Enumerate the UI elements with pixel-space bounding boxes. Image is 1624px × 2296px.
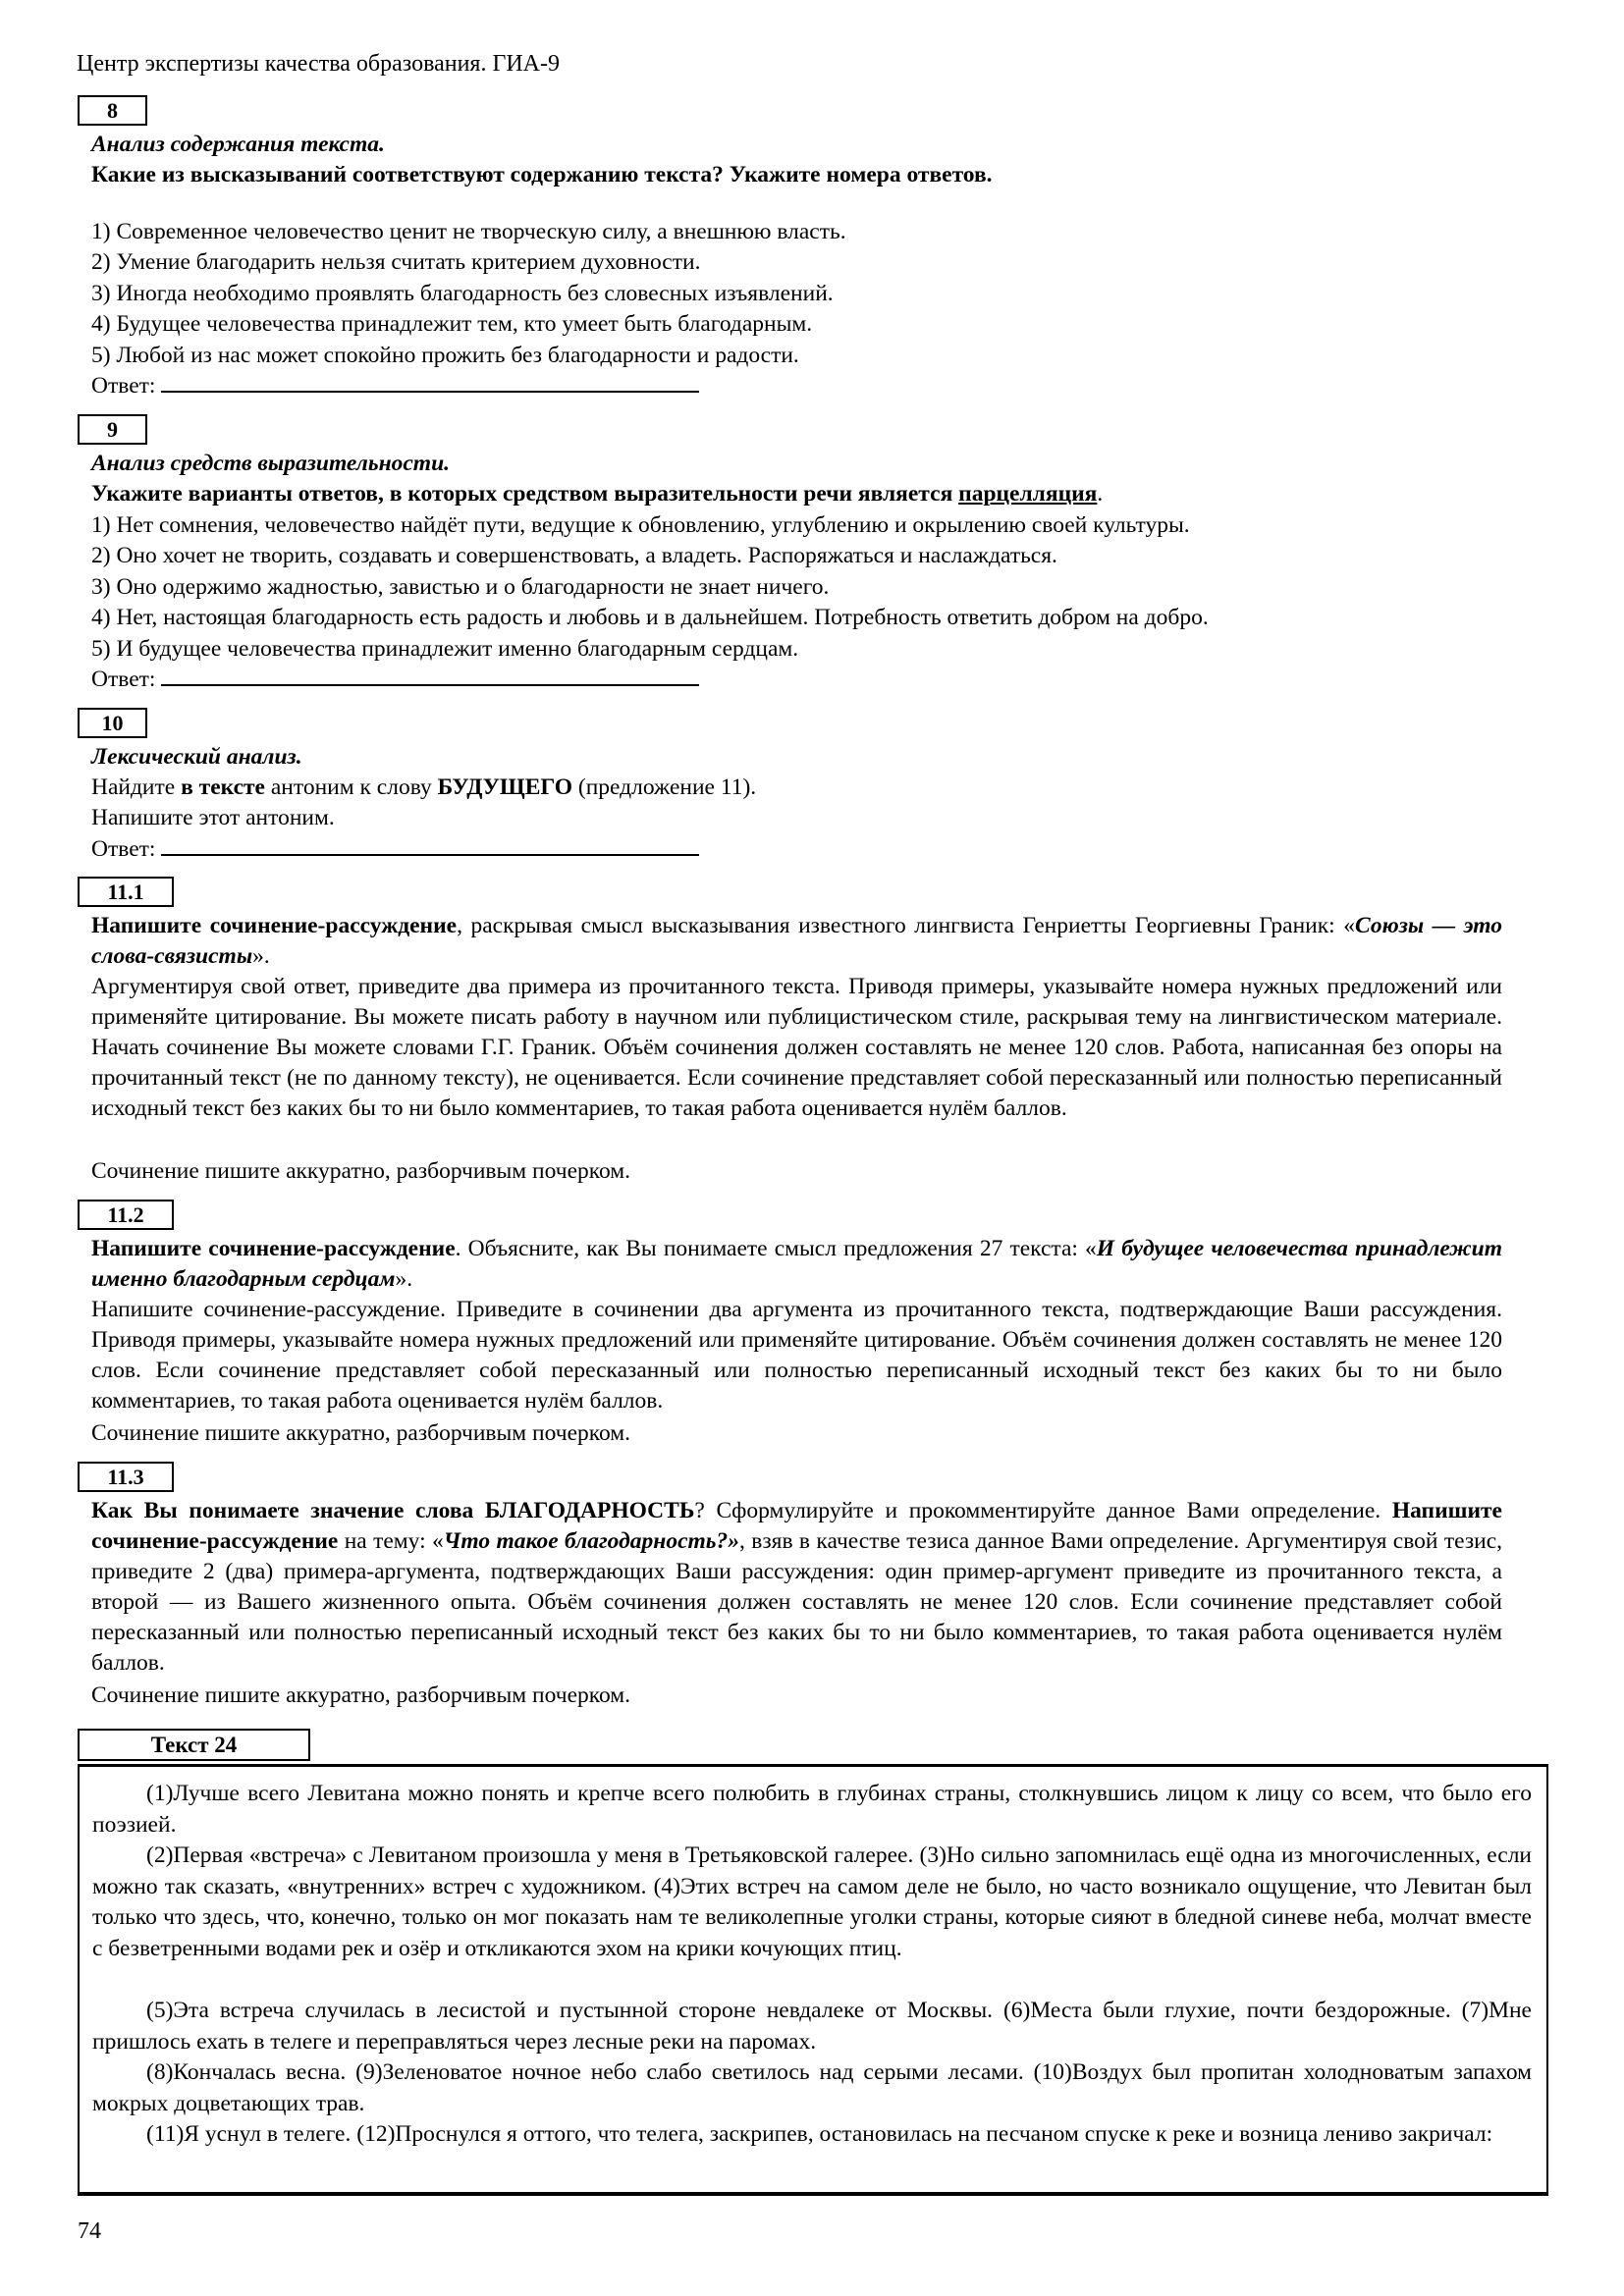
question-number-8: 8: [78, 95, 147, 126]
q11-3-task: [91, 1496, 1502, 1679]
page-number: 74: [78, 2218, 101, 2244]
q10-bold-word: БУДУЩЕГО: [437, 774, 573, 800]
q10-bold-in-text: в тексте: [181, 774, 265, 800]
q11-3-note: Сочинение пишите аккуратно, разборчивым почерком.: [91, 1682, 631, 1708]
q10-topic: Лексический анализ.: [91, 744, 302, 770]
text-24-paragraph-2: (2)Первая «встреча» с Левитаном произошла у меня в Третьяковской галерее. (3)Но сильно запомнилась ещё одна из многочисленных, если можно так сказать, «внутренних» встреч с художником. (4)Этих встреч на самом деле не было, но часто возникало ощущение, что Левитан был только что здесь, что, конечно, только он мог показать нам те великолепные уголки страны, которые сияют в бледной синеве неба, молчат вместе с безветренными водами рек и озёр и откликаются эхом на крики кочующих птиц.: [92, 1842, 1532, 1961]
q10-text: антоним к слову: [265, 774, 438, 800]
q11-3-text: ? Сформулируйте и прокомментируйте данное Вами определение.: [694, 1498, 1392, 1523]
q11-3-end: , взяв в качестве тезиса данное Вами определение. Аргументируя свой тезис, приведите 2 (два) примера-аргумента, подтверждающих Ваши рассуждения: один пример-аргумент приведите из прочитанного текста, а второй — из Вашего жизненного опыта. Объём сочинения должен составлять не менее 120 слов. Если сочинение представляет собой пересказанный или полностью переписанный исходный текст без каких бы то ни было комментариев, то такая работа оценивается нулём баллов.: [91, 1528, 1503, 1676]
q11-2-instructions: Напишите сочинение-рассуждение. Приведите в сочинении два аргумента из прочитанного текста, подтверждающие Ваши рассуждения. Приводя примеры, указывайте номера нужных предложений или применяйте цитирование. Объём сочинения должен составлять не менее 120 слов. Если сочинение представляет собой пересказанный или полностью переписанный исходный текст без каких бы то ни было комментариев, то такая работа оценивается нулём баллов.: [91, 1297, 1502, 1414]
q8-option-5: 5) Любой из нас может спокойно прожить без благодарности и радости.: [91, 343, 799, 368]
q9-option-3: 3) Оно одержимо жадностью, завистью и о благодарности не знает ничего.: [91, 574, 830, 600]
q8-answer-row: [91, 371, 699, 401]
q11-2-task: [91, 1234, 1502, 1295]
q11-2-end: ».: [395, 1266, 413, 1292]
q8-answer-field[interactable]: [161, 391, 699, 393]
q11-1-instructions: Аргументируя свой ответ, приведите два примера из прочитанного текста. Приводя примеры, указывайте номера нужных предложений или применяйте цитирование. Вы можете писать работу в научном или публицистическом стиле, раскрывая тему на лингвистическом материале. Начать сочинение Вы можете словами Г.Г. Граник. Объём сочинения должен составлять не менее 120 слов. Работа, написанная без опоры на прочитанный текст (не по данному тексту), не оценивается. Если сочинение представляет собой пересказанный или полностью переписанный исходный текст без каких бы то ни было комментариев, то такая работа оценивается нулём баллов.: [91, 974, 1502, 1121]
q8-option-2: 2) Умение благодарить нельзя считать критерием духовности.: [91, 249, 701, 275]
q9-answer-row: [91, 665, 699, 695]
q10-prompt: [91, 773, 756, 803]
text-24-box: [78, 1764, 1548, 2196]
q9-option-1: 1) Нет сомнения, человечество найдёт пути, ведущие к обновлению, углублению и окрылению своей культуры.: [91, 512, 1190, 538]
q8-prompt: Какие из высказываний соответствуют содержанию текста? Укажите номера ответов.: [91, 162, 993, 187]
q11-3-text2: на тему: «: [338, 1528, 444, 1554]
q11-2-text: . Объясните, как Вы понимаете смысл предложения 27 текста: «: [455, 1236, 1097, 1261]
q11-3-bold: Как Вы понимаете значение слова БЛАГОДАРНОСТЬ: [91, 1498, 695, 1523]
q10-text: (предложение 11).: [572, 774, 757, 800]
q9-option-4: 4) Нет, настоящая благодарность есть радость и любовь и в дальнейшем. Потребность ответить добром на добро.: [91, 605, 1209, 630]
q11-2-quote: И будущее человечества принадлежит именно благодарным сердцам: [91, 1236, 1502, 1292]
q10-answer-row: [91, 834, 699, 865]
answer-label: Ответ:: [91, 836, 156, 862]
q9-option-2: 2) Оно хочет не творить, создавать и совершенствовать, а владеть. Распоряжаться и наслаждаться.: [91, 543, 1057, 568]
q9-prompt-text: Укажите варианты ответов, в которых средством выразительности речи является: [91, 481, 959, 507]
text-24-paragraph-1: (1)Лучше всего Левитана можно понять и крепче всего полюбить в глубинах страны, столкнувшись лицом к лицу со всем, что было его поэзией.: [92, 1781, 1532, 1838]
q9-topic: Анализ средств выразительности.: [91, 451, 451, 476]
q8-option-1: 1) Современное человечество ценит не творческую силу, а внешнюю власть.: [91, 219, 846, 244]
q9-prompt-end: .: [1097, 481, 1104, 507]
q9-answer-field[interactable]: [161, 684, 699, 686]
q8-topic: Анализ содержания текста.: [91, 132, 385, 157]
question-number-10: 10: [78, 708, 147, 738]
q10-instruction: Напишите этот антоним.: [91, 805, 335, 830]
question-number-11-3: 11.3: [78, 1462, 174, 1492]
q8-option-4: 4) Будущее человечества принадлежит тем, кто умеет быть благодарным.: [91, 311, 813, 337]
q11-2-bold: Напишите сочинение-рассуждение: [91, 1236, 456, 1261]
q11-3-quote: Что такое благодарность?»: [443, 1528, 740, 1554]
answer-label: Ответ:: [91, 667, 156, 692]
page-header: Центр экспертизы качества образования. ГИА-9: [77, 51, 560, 77]
q11-1-text: , раскрывая смысл высказывания известного лингвиста Генриетты Георгиевны Граник: «: [457, 913, 1355, 938]
q11-1-note: Сочинение пишите аккуратно, разборчивым почерком.: [91, 1158, 631, 1184]
q11-1-task: [91, 911, 1502, 972]
text-24-paragraph-5: (11)Я уснул в телеге. (12)Проснулся я оттого, что телега, заскрипев, остановилась на песчаном спуске к реке и возница лениво закричал:: [146, 2121, 1493, 2147]
text-24-paragraph-3: (5)Эта встреча случилась в лесистой и пустынной стороне невдалеке от Москвы. (6)Места были глухие, почти бездорожные. (7)Мне пришлось ехать в телеге и переправляться через лесные реки на паромах.: [92, 1998, 1532, 2055]
q8-option-3: 3) Иногда необходимо проявлять благодарность без словесных изъявлений.: [91, 281, 834, 306]
q9-option-5: 5) И будущее человечества принадлежит именно благодарным сердцам.: [91, 636, 799, 662]
q9-prompt-term: парцелляция: [958, 481, 1098, 507]
question-number-9: 9: [78, 414, 147, 445]
q9-prompt: [91, 479, 1103, 509]
text-24-paragraph-4: (8)Кончалась весна. (9)Зеленоватое ночное небо слабо светилось над серыми лесами. (10)Воздух был пропитан холодноватым запахом мокрых доцветающих трав.: [92, 2059, 1532, 2116]
answer-label: Ответ:: [91, 373, 156, 399]
q11-1-bold: Напишите сочинение-рассуждение: [91, 913, 458, 938]
text-24-label: Текст 24: [78, 1729, 310, 1761]
question-number-11-1: 11.1: [78, 877, 174, 907]
q11-1-end: ».: [252, 943, 270, 969]
q10-text: Найдите: [91, 774, 182, 800]
question-number-11-2: 11.2: [78, 1200, 174, 1230]
q11-1-quote: Союзы — это слова-связисты: [91, 913, 1502, 969]
q10-answer-field[interactable]: [161, 854, 699, 856]
q11-3-bold2: Напишите сочинение-рассуждение: [91, 1498, 1502, 1554]
q11-2-note: Сочинение пишите аккуратно, разборчивым почерком.: [91, 1420, 631, 1446]
